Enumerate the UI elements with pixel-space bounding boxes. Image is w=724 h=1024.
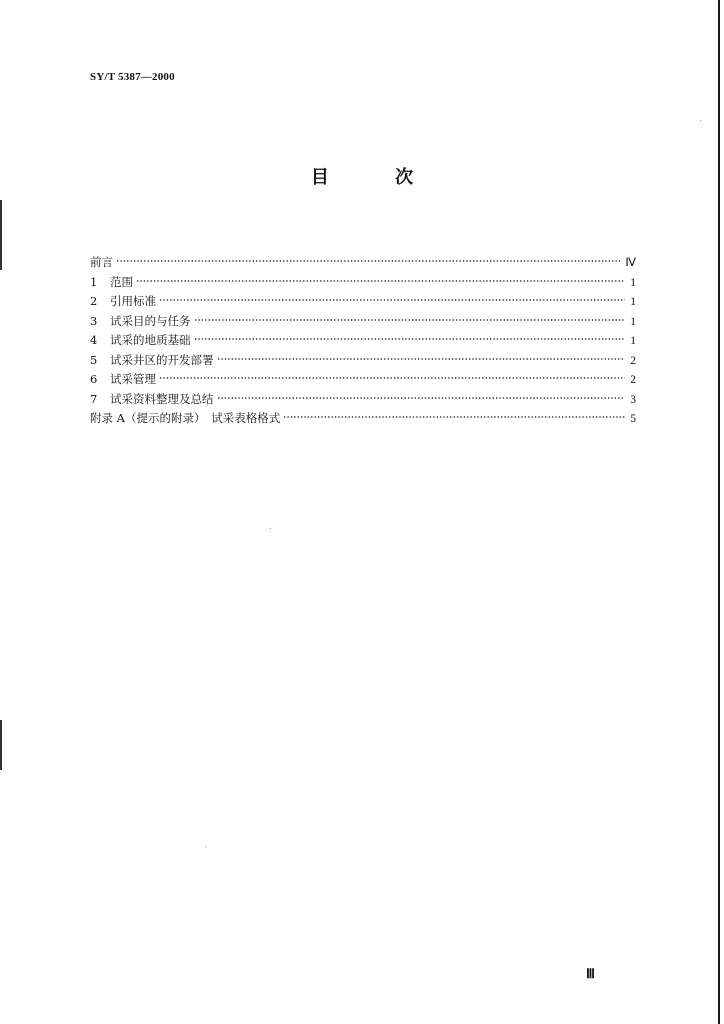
toc-entry-page: 2 xyxy=(630,374,636,386)
toc-entry-number: 3 xyxy=(90,313,98,328)
document-code: SY/T 5387—2000 xyxy=(90,71,175,83)
toc-entry-number: 1 xyxy=(90,274,98,289)
scan-edge-right xyxy=(718,0,720,1024)
toc-leader-dots xyxy=(136,279,625,283)
toc-entry-preface[interactable] xyxy=(90,254,636,274)
toc-entry-label: 试采的地质基础 xyxy=(110,333,191,347)
table-of-contents xyxy=(90,254,636,430)
toc-entry-page: Ⅳ xyxy=(625,257,636,269)
scan-edge-mark xyxy=(0,200,2,270)
toc-leader-dots xyxy=(217,357,626,361)
toc-entry-page: 2 xyxy=(630,354,636,367)
scan-speck xyxy=(700,120,701,121)
toc-entry-2[interactable] xyxy=(90,293,636,313)
toc-entry-page: 5 xyxy=(630,413,636,425)
toc-entry-4[interactable] xyxy=(90,332,636,352)
toc-entry-appendix-a[interactable] xyxy=(90,410,636,430)
toc-leader-dots xyxy=(217,396,626,400)
toc-leader-dots xyxy=(116,259,622,263)
toc-leader-dots xyxy=(194,337,626,341)
toc-entry-label: 试采目的与任务 xyxy=(110,313,191,328)
toc-leader-dots xyxy=(159,298,625,302)
scan-speck xyxy=(270,528,271,529)
toc-entry-5[interactable] xyxy=(90,352,636,372)
toc-entry-label: 引用标准 xyxy=(110,294,156,308)
page-number: Ⅲ xyxy=(586,966,595,981)
toc-entry-page: 1 xyxy=(630,335,636,347)
toc-entry-page: 1 xyxy=(630,276,636,289)
toc-entry-label: 试采资料整理及总结 xyxy=(110,391,214,406)
toc-leader-dots xyxy=(159,376,625,380)
toc-entry-1[interactable] xyxy=(90,274,636,294)
toc-entry-3[interactable] xyxy=(90,313,636,333)
toc-entry-label: 试采管理 xyxy=(110,372,156,386)
toc-leader-dots xyxy=(283,415,625,419)
toc-entry-7[interactable] xyxy=(90,391,636,411)
toc-entry-label: 范围 xyxy=(110,274,133,289)
page-title: 目 次 xyxy=(310,167,444,188)
toc-entry-label: 试采井区的开发部署 xyxy=(110,352,214,367)
toc-entry-number: 5 xyxy=(90,352,98,367)
toc-entry-page: 1 xyxy=(630,296,636,308)
toc-entry-label: 附录 A（提示的附录） 试采表格格式 xyxy=(90,411,281,425)
scan-speck xyxy=(205,846,206,847)
toc-leader-dots xyxy=(194,318,626,322)
toc-entry-number: 7 xyxy=(90,391,98,406)
toc-entry-number: 4 xyxy=(90,333,98,347)
scan-edge-mark xyxy=(0,720,2,770)
toc-entry-6[interactable] xyxy=(90,371,636,391)
toc-entry-label: 前言 xyxy=(90,255,113,269)
toc-entry-page: 1 xyxy=(630,315,636,328)
toc-entry-page: 3 xyxy=(630,393,636,406)
toc-entry-number: 2 xyxy=(90,294,98,308)
toc-entry-number: 6 xyxy=(90,372,98,386)
